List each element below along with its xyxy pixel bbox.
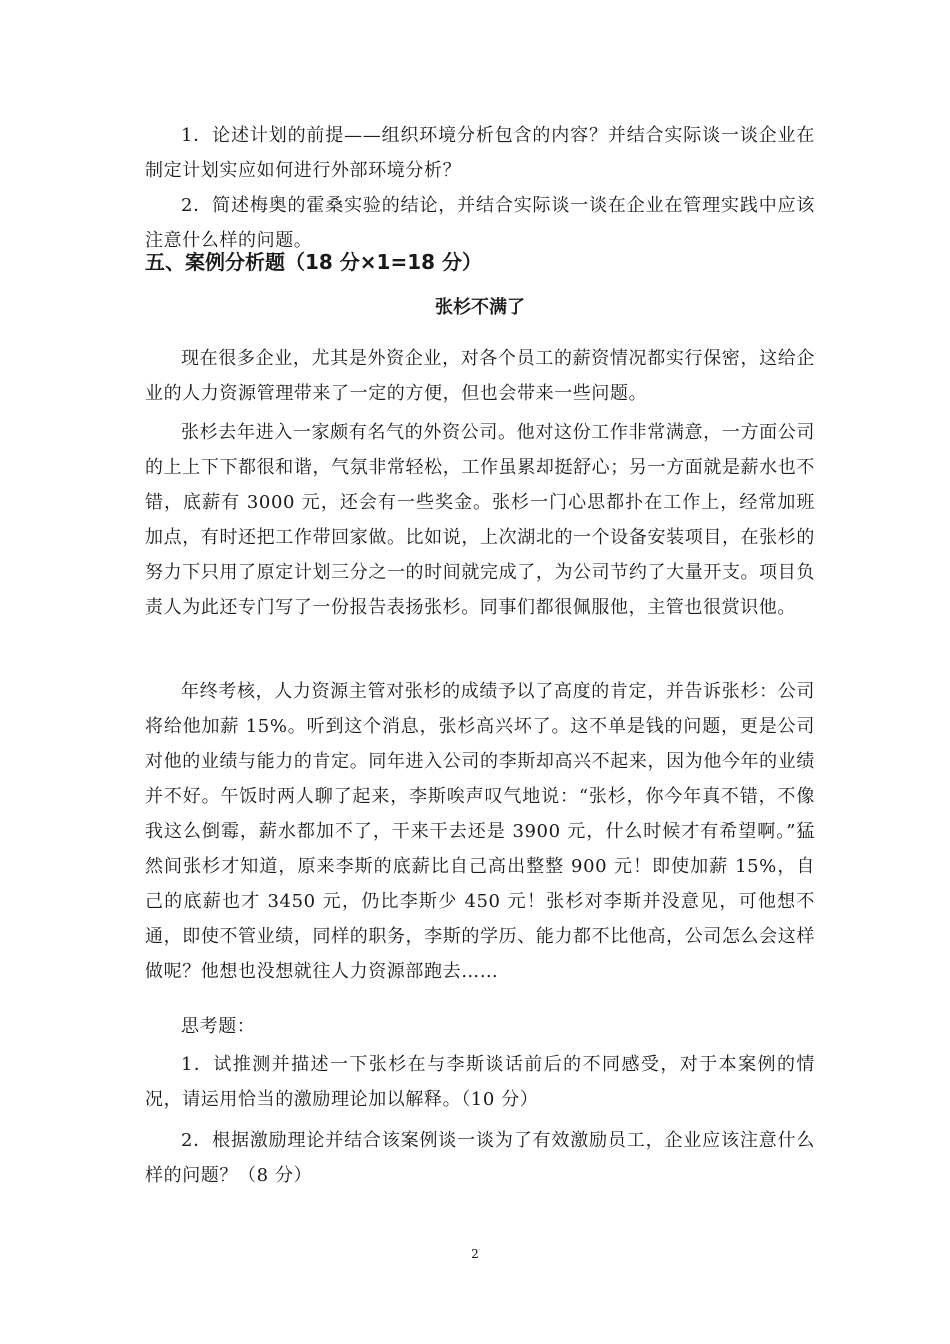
page-number: 2 bbox=[471, 1247, 479, 1261]
case-question-2: 2．根据激励理论并结合该案例谈一谈为了有效激励员工，企业应该注意什么样的问题？（8 分） bbox=[145, 1130, 815, 1186]
case-title: 张杉不满了 bbox=[435, 297, 525, 318]
section-heading: 五、案例分析题（18 分×1=18 分） bbox=[145, 250, 483, 274]
essay-question-1: 1．论述计划的前提——组织环境分析包含的内容？并结合实际谈一谈企业在制定计划实应如何进行外部环境分析？ bbox=[145, 125, 815, 181]
case-paragraph-1: 现在很多企业，尤其是外资企业，对各个员工的薪资情况都实行保密，这给企业的人力资源管理带来了一定的方便，但也会带来一些问题。 bbox=[145, 348, 815, 404]
case-paragraph-3: 年终考核，人力资源主管对张杉的成绩予以了高度的肯定，并告诉张杉：公司将给他加薪 15%。听到这个消息，张杉高兴坏了。这不单是钱的问题，更是公司对他的业绩与能力的肯定。同年进入公司的李斯却高兴不起来，因为他今年的业绩并不好。午饭时两人聊了起来，李斯唉声叹气地说：“张杉，你今年真不错，不像我这么倒霉，薪水都加不了，干来干去还是 3900 元，什么时候才有希望啊。”猛然间张杉才知道，原来李斯的底薪比自己高出整整 900 元！即使加薪 15%，自己的底薪也才 3450 元，仍比李斯少 450 元！张杉对李斯并没意见，可他想不通，即使不管业绩，同样的职务，李斯的学历、能力都不比他高，公司怎么会这样做呢？他想也没想就往人力资源部跑去…… bbox=[145, 681, 815, 982]
essay-question-2: 2．简述梅奥的霍桑实验的结论，并结合实际谈一谈在企业在管理实践中应该注意什么样的问题。 bbox=[145, 195, 815, 251]
case-paragraph-2: 张杉去年进入一家颇有名气的外资公司。他对这份工作非常满意，一方面公司的上上下下都很和谐，气氛非常轻松，工作虽累却挺舒心；另一方面就是薪水也不错，底薪有 3000 元，还会有一些奖金。张杉一门心思都扑在工作上，经常加班加点，有时还把工作带回家做。比如说，上次湖北的一个设备安装项目，在张杉的努力下只用了原定计划三分之一的时间就完成了，为公司节约了大量开支。项目负责人为此还专门写了一份报告表扬张杉。同事们都很佩服他，主管也很赏识他。 bbox=[145, 422, 815, 618]
case-question-1: 1．试推测并描述一下张杉在与李斯谈话前后的不同感受，对于本案例的情况，请运用恰当的激励理论加以解释。（10 分） bbox=[145, 1054, 815, 1110]
questions-label: 思考题： bbox=[181, 1016, 256, 1037]
